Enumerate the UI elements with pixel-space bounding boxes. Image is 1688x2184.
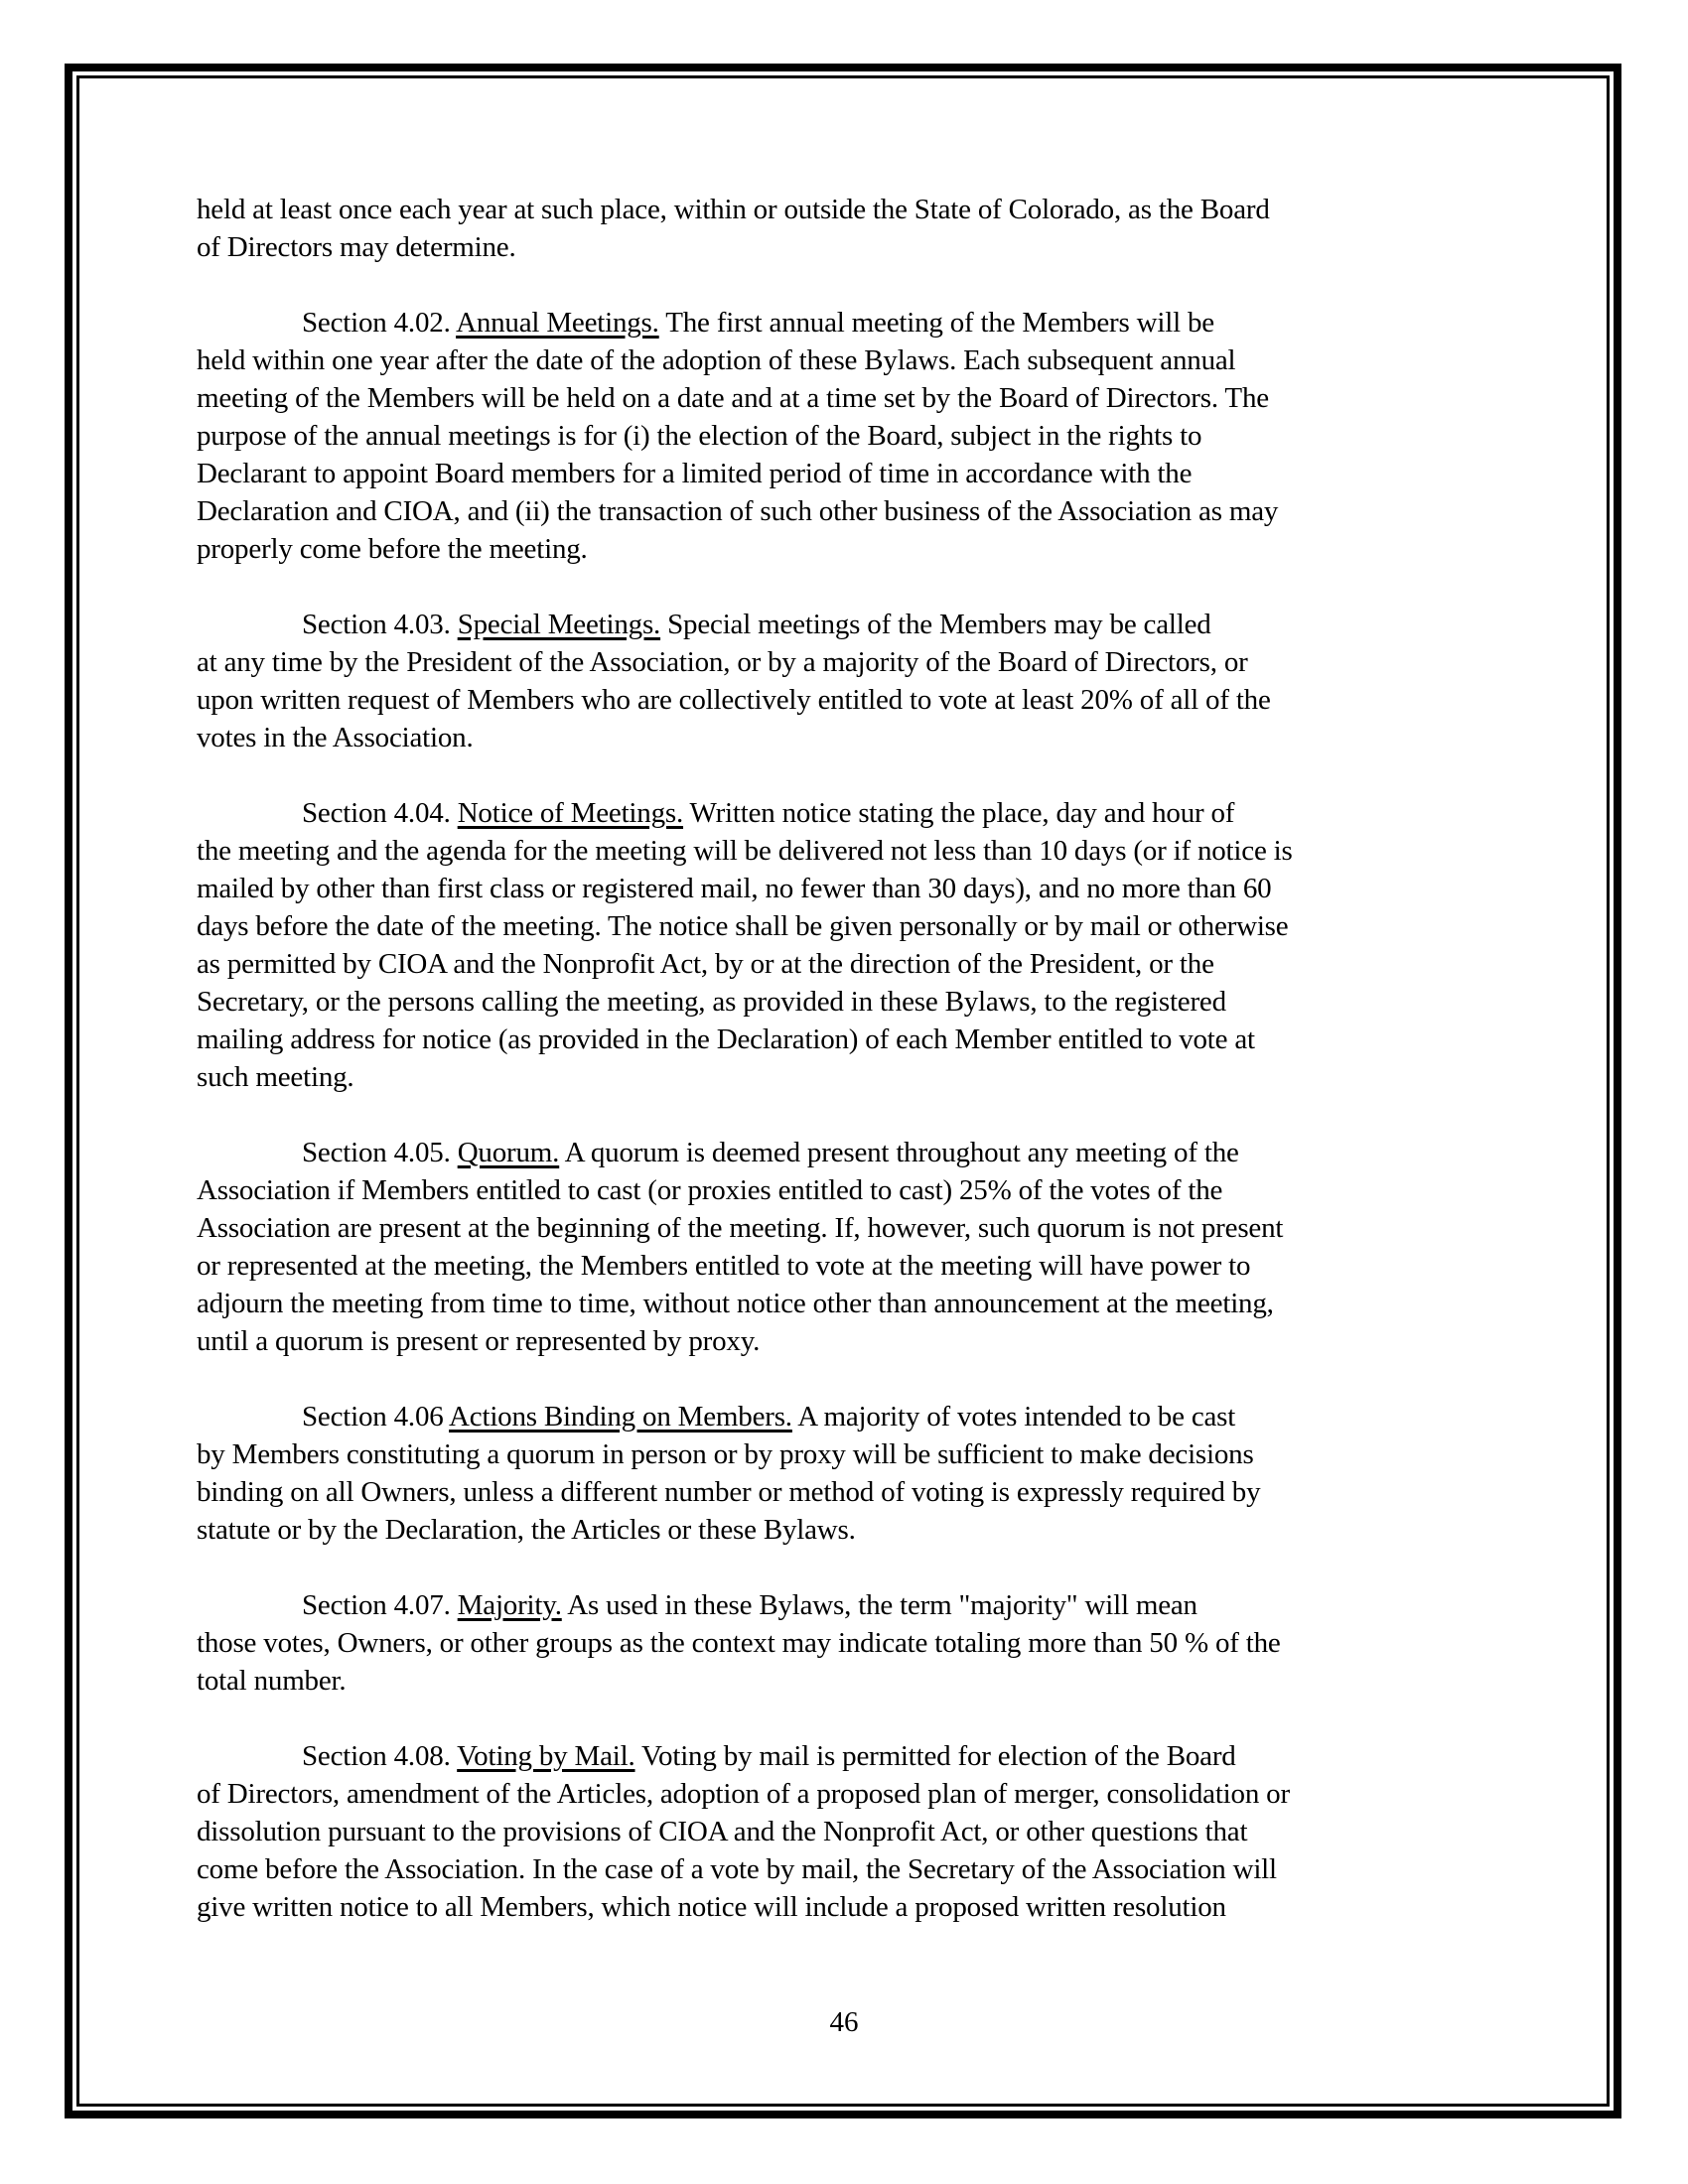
text-segment: give written notice to all Members, which notice will include a proposed written resolution [197, 1891, 1226, 1923]
text-line [197, 719, 1547, 756]
text-segment: statute or by the Declaration, the Articles or these Bylaws. [197, 1514, 856, 1546]
text-segment: Section 4.05. [302, 1137, 458, 1168]
text-segment: Association if Members entitled to cast (or proxies entitled to cast) 25% of the votes of the [197, 1174, 1223, 1206]
section-heading-underlined: Annual Meetings. [456, 307, 659, 339]
text-segment: Section 4.03. [302, 609, 458, 640]
text-line [197, 1058, 1547, 1096]
text-line [197, 643, 1547, 681]
section-heading-underlined: Actions Binding on Members. [449, 1401, 792, 1433]
section-heading-underlined: Voting by Mail. [457, 1740, 635, 1772]
text-line [197, 1398, 1547, 1435]
text-line [197, 1134, 1547, 1171]
text-line [197, 1737, 1547, 1775]
paragraph [197, 794, 1547, 1096]
text-segment: total number. [197, 1665, 347, 1697]
text-line [197, 1888, 1547, 1926]
paragraph [197, 1398, 1547, 1549]
text-line [197, 1021, 1547, 1058]
text-segment: upon written request of Members who are collectively entitled to vote at least 20% of all of the [197, 684, 1271, 716]
paragraph [197, 304, 1547, 568]
text-line [197, 417, 1547, 455]
text-line [197, 1473, 1547, 1511]
paragraph [197, 606, 1547, 756]
text-segment: Declaration and CIOA, and (ii) the transaction of such other business of the Association as may [197, 495, 1279, 527]
text-line [197, 1435, 1547, 1473]
text-segment: the meeting and the agenda for the meeting will be delivered not less than 10 days (or if notice is [197, 835, 1293, 867]
text-line [197, 530, 1547, 568]
text-line [197, 1624, 1547, 1662]
text-segment: adjourn the meeting from time to time, without notice other than announcement at the meeting, [197, 1288, 1274, 1319]
text-segment: or represented at the meeting, the Members entitled to vote at the meeting will have power to [197, 1250, 1251, 1282]
text-line [197, 304, 1547, 341]
text-line [197, 492, 1547, 530]
text-segment: mailing address for notice (as provided in the Declaration) of each Member entitled to vote at [197, 1024, 1255, 1055]
text-segment: Section 4.07. [302, 1589, 458, 1621]
paragraph [197, 1737, 1547, 1926]
text-segment: Section 4.06 [302, 1401, 450, 1433]
text-segment: purpose of the annual meetings is for (i) the election of the Board, subject in the rights to [197, 420, 1202, 452]
paragraph [197, 1586, 1547, 1700]
text-segment: those votes, Owners, or other groups as the context may indicate totaling more than 50 % of the [197, 1627, 1281, 1659]
text-segment: of Directors, amendment of the Articles, adoption of a proposed plan of merger, consolidation or [197, 1778, 1290, 1810]
section-heading-underlined: Notice of Meetings. [457, 797, 684, 829]
text-segment: meeting of the Members will be held on a date and at a time set by the Board of Directors. The [197, 382, 1269, 414]
text-segment: A quorum is deemed present throughout any meeting of the [559, 1137, 1239, 1168]
text-segment: Special meetings of the Members may be called [660, 609, 1211, 640]
text-line [197, 1209, 1547, 1247]
text-line [197, 681, 1547, 719]
text-segment: until a quorum is present or represented by proxy. [197, 1325, 761, 1357]
text-line [197, 228, 1547, 266]
text-line [197, 1171, 1547, 1209]
text-line [197, 1775, 1547, 1813]
text-segment: Declarant to appoint Board members for a limited period of time in accordance with the [197, 458, 1193, 489]
text-line [197, 870, 1547, 907]
text-segment: of Directors may determine. [197, 231, 516, 263]
text-line [197, 1662, 1547, 1700]
text-segment: Secretary, or the persons calling the meeting, as provided in these Bylaws, to the registered [197, 986, 1226, 1018]
text-line [197, 455, 1547, 492]
text-segment: as permitted by CIOA and the Nonprofit Act, by or at the direction of the President, or the [197, 948, 1214, 980]
text-segment: Voting by mail is permitted for election of the Board [634, 1740, 1236, 1772]
text-segment: Section 4.04. [302, 797, 458, 829]
text-segment: mailed by other than first class or registered mail, no fewer than 30 days), and no more than 60 [197, 873, 1272, 904]
text-line [197, 341, 1547, 379]
section-heading-underlined: Quorum. [457, 1137, 560, 1168]
section-heading-underlined: Special Meetings. [457, 609, 661, 640]
text-segment: The first annual meeting of the Members will be [658, 307, 1214, 339]
text-line [197, 191, 1547, 228]
text-segment: dissolution pursuant to the provisions of CIOA and the Nonprofit Act, or other questions that [197, 1816, 1248, 1847]
text-line [197, 794, 1547, 832]
text-segment: days before the date of the meeting. The notice shall be given personally or by mail or otherwise [197, 910, 1289, 942]
text-segment: Association are present at the beginning of the meeting. If, however, such quorum is not present [197, 1212, 1284, 1244]
text-segment: come before the Association. In the case of a vote by mail, the Secretary of the Association will [197, 1853, 1277, 1885]
text-line [197, 606, 1547, 643]
text-line [197, 1813, 1547, 1850]
text-segment: As used in these Bylaws, the term "majority" will mean [561, 1589, 1197, 1621]
text-line [197, 832, 1547, 870]
text-line [197, 1322, 1547, 1360]
text-segment: held at least once each year at such place, within or outside the State of Colorado, as the Board [197, 194, 1270, 225]
text-segment: binding on all Owners, unless a different number or method of voting is expressly required by [197, 1476, 1261, 1508]
text-line [197, 1511, 1547, 1549]
text-line [197, 1247, 1547, 1285]
text-segment: held within one year after the date of the adoption of these Bylaws. Each subsequent annual [197, 344, 1236, 376]
text-line [197, 1285, 1547, 1322]
section-heading-underlined: Majority. [457, 1589, 562, 1621]
text-segment: by Members constituting a quorum in person or by proxy will be sufficient to make decisions [197, 1438, 1254, 1470]
text-segment: Written notice stating the place, day and hour of [683, 797, 1235, 829]
text-line [197, 379, 1547, 417]
text-segment: votes in the Association. [197, 722, 474, 753]
text-segment: Section 4.02. [302, 307, 457, 339]
text-line [197, 1850, 1547, 1888]
text-segment: at any time by the President of the Association, or by a majority of the Board of Directors, or [197, 646, 1248, 678]
text-segment: properly come before the meeting. [197, 533, 588, 565]
text-segment: Section 4.08. [302, 1740, 458, 1772]
text-line [197, 1586, 1547, 1624]
text-segment: A majority of votes intended to be cast [791, 1401, 1236, 1433]
text-line [197, 945, 1547, 983]
paragraph [197, 191, 1547, 266]
paragraph [197, 1134, 1547, 1360]
text-block [197, 191, 1547, 1964]
text-segment: such meeting. [197, 1061, 354, 1093]
page-number: 46 [829, 2006, 859, 2038]
text-line [197, 983, 1547, 1021]
text-line [197, 907, 1547, 945]
